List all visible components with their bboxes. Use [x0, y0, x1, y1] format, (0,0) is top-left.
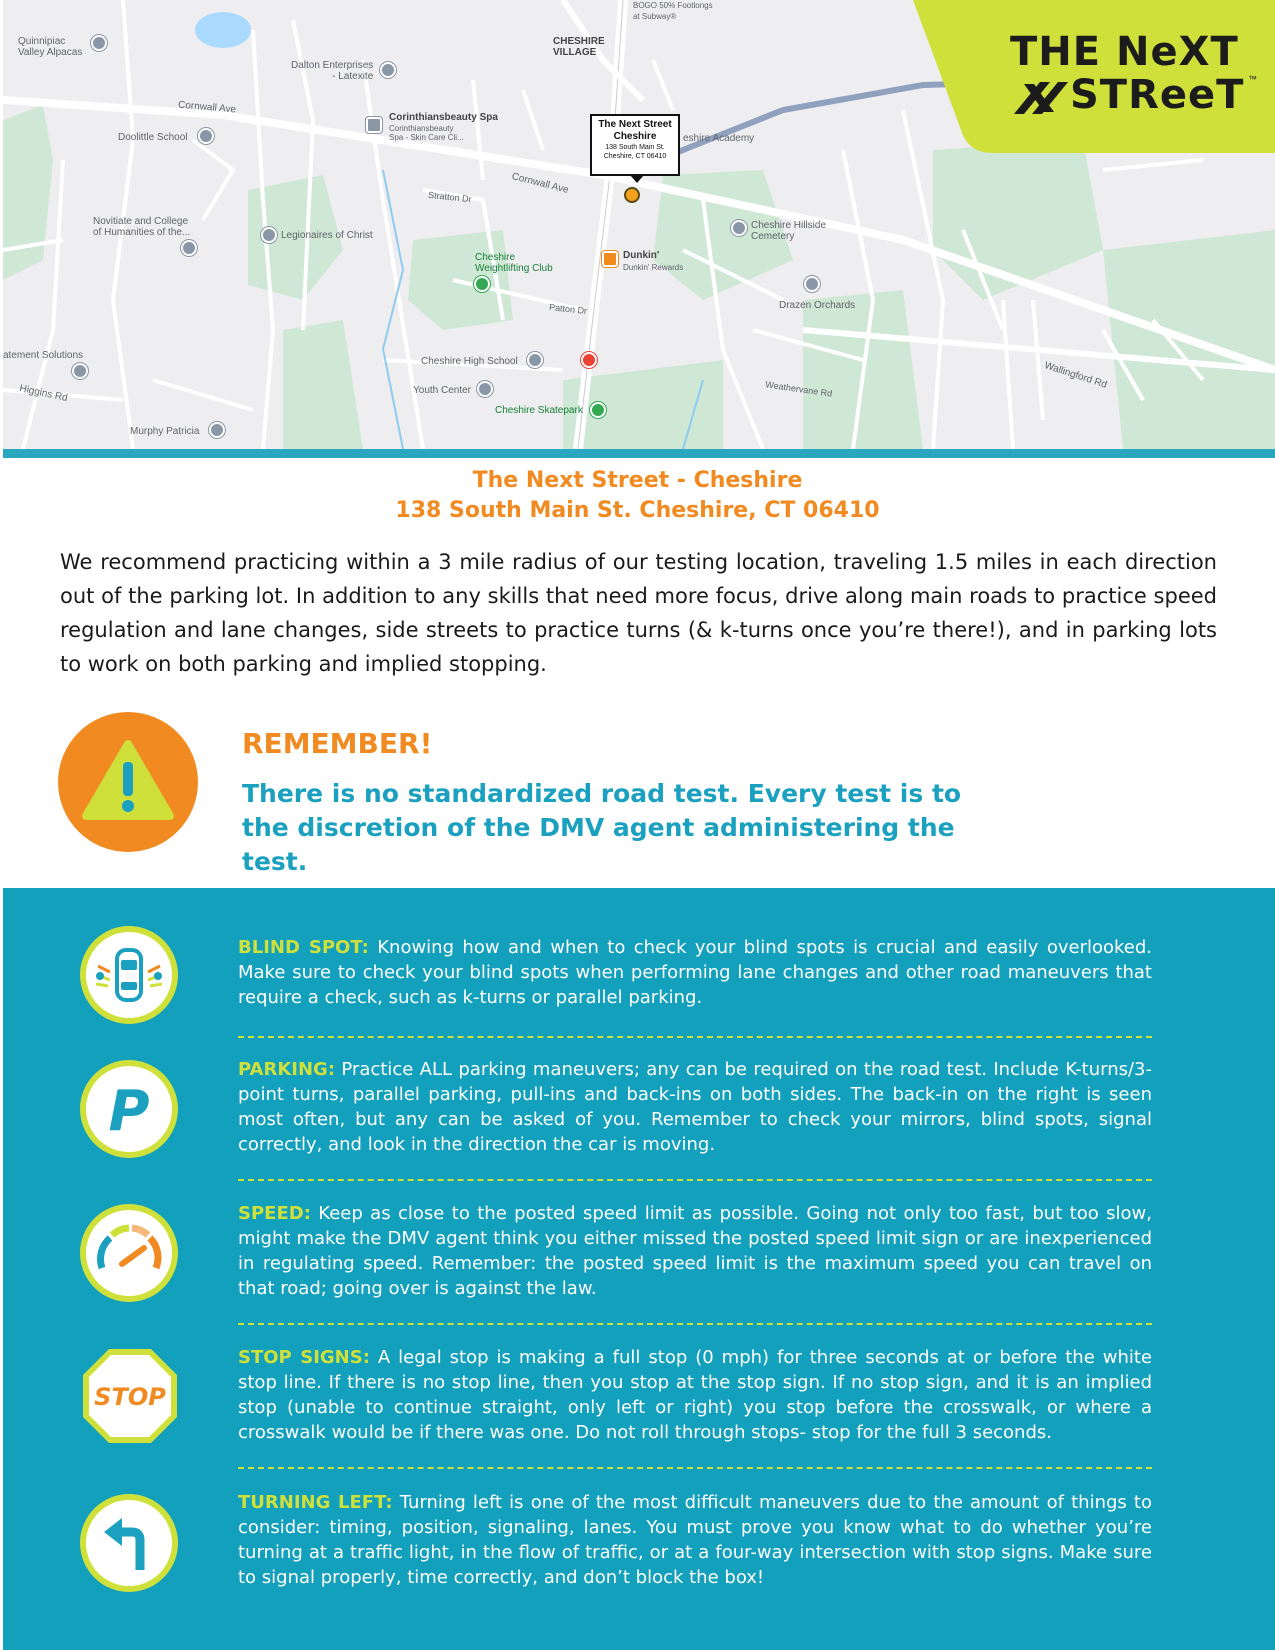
map-label[interactable]: eshire Academy [683, 133, 755, 144]
stop-octagon-icon [80, 1346, 180, 1446]
tip-speed [238, 1201, 1152, 1301]
map-place-pin[interactable] [602, 251, 618, 267]
map-place-pin[interactable] [477, 381, 493, 397]
stop-sign-icon [80, 1346, 180, 1446]
callout-address: 138 South Main St. Cheshire, CT 06410 [603, 144, 667, 160]
map-place-pin[interactable] [261, 227, 277, 243]
map-place-pin[interactable] [198, 128, 214, 144]
map-place-pin[interactable] [181, 240, 197, 256]
map-divider-bar [3, 449, 1275, 458]
map-place-pin[interactable] [731, 220, 747, 236]
map-label[interactable]: Cheshire Skatepark [495, 405, 583, 416]
location-callout[interactable] [590, 114, 680, 176]
location-address: 138 South Main St. Cheshire, CT 06410 [395, 498, 880, 523]
map-place-pin[interactable] [209, 422, 225, 438]
blind-spot-car-icon [80, 926, 178, 1024]
map-label: Patton Dr [548, 302, 588, 316]
map-label[interactable]: Cheshire High School [421, 356, 518, 367]
warning-icon [58, 712, 198, 852]
map-label[interactable]: Dunkin' Rewards [623, 263, 684, 272]
map-label[interactable]: atement Solutions [3, 350, 84, 361]
left-turn-arrow-icon [86, 1500, 172, 1586]
location-title: The Next Street - Cheshire [472, 468, 803, 493]
tip-body: Keep as close to the posted speed limit as possible. Going not only too fast, but too slow, might make the DMV agent think you either missed the posted speed limit sign or are inexperienced in regulating speed. Remember: the posted speed limit is the maximum speed you can travel on that road; going over is against the law. [238, 1203, 1152, 1299]
tip-stop-signs [238, 1345, 1152, 1445]
tip-body: Knowing how and when to check your blind spots is crucial and easily overlooked. Make sure to check your blind spots when performing lane changes and other road maneuvers that require a check, such as k-turns or parallel parking. [238, 937, 1152, 1008]
remember-body: There is no standardized road test. Every test is to the discretion of the DMV agent administering the test. [242, 779, 962, 876]
map-label[interactable]: Cheshire Hillside Cemetery [751, 220, 827, 242]
intro-paragraph: We recommend practicing within a 3 mile radius of our testing location, traveling 1.5 miles in each direction out of the parking lot. In addition to any skills that need more focus, drive along main roads to practice speed regulation and lane changes, side streets to practice turns (& k-turns once you’re there!), and in parking lots to work on both parking and implied stopping. [60, 550, 1217, 676]
map-label[interactable]: Murphy Patricia [130, 426, 200, 437]
warning-badge [58, 712, 198, 852]
tip-turning-left [238, 1490, 1152, 1590]
map-label[interactable]: Legionaires of Christ [281, 230, 373, 241]
logo-x-icon [1010, 76, 1072, 116]
tip-label: PARKING: [238, 1059, 336, 1080]
map-label[interactable]: Dunkin' [623, 250, 660, 261]
map-label[interactable]: BOGO 50% Footlongs at Subway® [633, 1, 713, 21]
map-place-pin[interactable] [474, 276, 490, 292]
tip-divider [238, 1036, 1152, 1038]
map-label[interactable]: Cheshire Weightlifting Club [475, 252, 553, 274]
tip-blind-spot [238, 935, 1152, 1010]
tip-divider [238, 1467, 1152, 1469]
svg-text:P: P [108, 1079, 150, 1144]
car-top-view-icon [86, 932, 172, 1018]
map-label: Wallingford Rd [1042, 360, 1109, 391]
tip-body: Turning left is one of the most difficult maneuvers due to the amount of things to consider: timing, position, signaling, lanes. You must prove you know what to do whether you’re turning at a traffic light, in the flow of traffic, or at a four-way intersection with stop signs. Make sure to signal properly, time correctly, and don’t block the box! [238, 1492, 1152, 1588]
tip-parking [238, 1057, 1152, 1157]
map-place-pin[interactable] [527, 352, 543, 368]
map-label: Stratton Dr [427, 189, 472, 205]
tip-body: A legal stop is making a full stop (0 mph) for three seconds at or before the white stop line. If there is no stop line, then you stop at the stop sign. If no stop sign, and it is an implied stop (unable to continue straight, only left or right) you stop before the crosswalk, or where a crosswalk would be if there was one. Do not roll through stops- stop for the full 3 seconds. [238, 1347, 1152, 1443]
map-place-pin[interactable] [366, 117, 382, 133]
map-label: Cornwall Ave [177, 99, 237, 116]
svg-text:STOP: STOP [94, 1383, 166, 1411]
map-label[interactable]: Youth Center [413, 385, 472, 396]
map-place-pin[interactable] [380, 62, 396, 78]
logo-line-1: THE NeXT [1010, 29, 1239, 75]
map-label: Weathervane Rd [764, 379, 833, 399]
map-label: Higgins Rd [18, 383, 69, 404]
parking-icon [80, 1060, 178, 1158]
map-place-pin[interactable] [581, 352, 597, 368]
location-marker-icon[interactable] [624, 187, 640, 203]
tip-body: Practice ALL parking maneuvers; any can be required on the road test. Include K-turns/3-point turns, parallel parking, pull-ins and back-ins on both sides. The back-in on the right is seen most often, but any can be asked of you. Remember to check your mirrors, blind spots, signal correctly, and look in the direction the car is moving. [238, 1059, 1152, 1155]
map-label[interactable]: Corinthiansbeauty Spa [389, 112, 498, 123]
map-label[interactable]: Doolittle School [118, 132, 188, 143]
tip-label: STOP SIGNS: [238, 1347, 370, 1368]
map-place-pin[interactable] [72, 363, 88, 379]
tip-divider [238, 1179, 1152, 1181]
map-place-pin[interactable] [804, 276, 820, 292]
callout-title: The Next Street Cheshire [598, 119, 672, 142]
tip-label: TURNING LEFT: [238, 1492, 393, 1513]
logo-line-2: STReeT [1070, 72, 1245, 118]
map-place-pin[interactable] [590, 402, 606, 418]
remember-heading: REMEMBER! [242, 727, 433, 760]
map-label[interactable]: Dalton Enterprises - Latexite [291, 60, 374, 82]
tip-divider [238, 1323, 1152, 1325]
map-label[interactable]: Drazen Orchards [779, 300, 856, 311]
tip-label: BLIND SPOT: [238, 937, 369, 958]
map-label[interactable]: Corinthiansbeauty Spa - Skin Care Cli... [389, 124, 464, 142]
tip-label: SPEED: [238, 1203, 311, 1224]
speed-gauge-icon [86, 1210, 172, 1296]
map-label: Cornwall Ave [510, 171, 570, 196]
trademark-symbol: ™ [1248, 74, 1257, 84]
map-label[interactable]: Quinnipiac Valley Alpacas [18, 36, 83, 58]
turn-left-arrow-icon [80, 1494, 178, 1592]
map-label[interactable]: Novitiate and College of Humanities of the... [93, 216, 191, 238]
map-place-pin[interactable] [91, 35, 107, 51]
parking-letter-icon [86, 1066, 172, 1152]
speedometer-icon [80, 1204, 178, 1302]
map-label[interactable]: CHESHIRE VILLAGE [553, 36, 605, 58]
